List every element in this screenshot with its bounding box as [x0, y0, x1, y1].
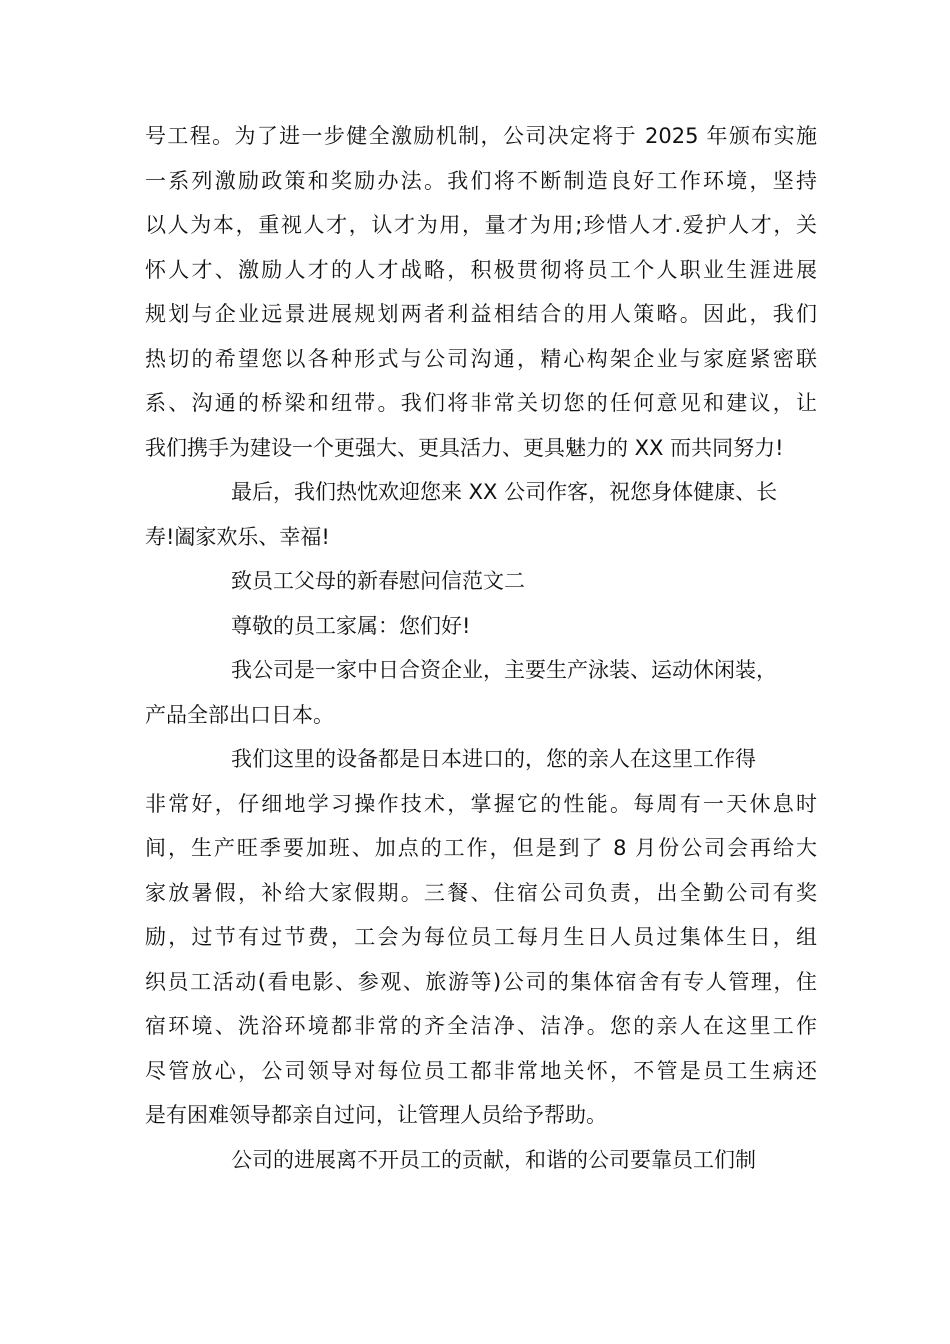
paragraph-line: 系、沟通的桥梁和纽带。我们将非常关切您的任何意见和建议，让	[145, 391, 817, 415]
paragraph-line: 是有困难领导都亲自过问，让管理人员给予帮助。	[145, 1103, 607, 1127]
paragraph-line: 织员工活动(看电影、参观、旅游等)公司的集体宿舍有专人管理，住	[145, 969, 817, 994]
paragraph-line: 热切的希望您以各种形式与公司沟通，精心构架企业与家庭紧密联	[145, 346, 817, 371]
document-body	[145, 114, 817, 1182]
paragraph-line: 间，生产旺季要加班、加点的工作，但是到了 8 月份公司会再给大	[145, 836, 817, 860]
paragraph-line: 以人为本，重视人才，认才为用，量才为用;珍惜人才.爱护人才，关	[145, 213, 817, 237]
salutation: 尊敬的员工家属：您们好!	[231, 613, 471, 638]
paragraph-line: 我们携手为建设一个更强大、更具活力、更具魅力的 XX 而共同努力!	[145, 435, 784, 460]
paragraph-line: 最后，我们热忱欢迎您来 XX 公司作客，祝您身体健康、长	[231, 480, 778, 504]
paragraph-line: 怀人才、激励人才的人才战略，积极贯彻将员工个人职业生涯进展	[145, 257, 817, 282]
paragraph-line: 一系列激励政策和奖励办法。我们将不断制造良好工作环境，坚持	[145, 168, 817, 193]
paragraph-line: 产品全部出口日本。	[145, 702, 334, 727]
paragraph-line: 宿环境、洗浴环境都非常的齐全洁净、洁净。您的亲人在这里工作	[145, 1014, 817, 1038]
paragraph-line: 我公司是一家中日合资企业，主要生产泳装、运动休闲装，	[231, 658, 777, 682]
paragraph-line: 尽管放心，公司领导对每位员工都非常地关怀，不管是员工生病还	[145, 1058, 817, 1083]
paragraph-line: 我们这里的设备都是日本进口的，您的亲人在这里工作得	[231, 747, 756, 771]
section-title: 致员工父母的新春慰问信范文二	[231, 569, 525, 593]
paragraph-line: 家放暑假，补给大家假期。三餐、住宿公司负责，出全勤公司有奖	[145, 880, 817, 905]
paragraph-line: 寿!阖家欢乐、幸福!	[145, 524, 330, 549]
paragraph-line: 励，过节有过节费，工会为每位员工每月生日人员过集体生日，组	[145, 925, 817, 949]
paragraph-line: 规划与企业远景进展规划两者利益相结合的用人策略。因此，我们	[145, 302, 817, 326]
paragraph-line: 公司的进展离不开员工的贡献，和谐的公司要靠员工们制	[231, 1147, 756, 1172]
paragraph-line: 非常好，仔细地学习操作技术，掌握它的性能。每周有一天休息时	[145, 791, 817, 816]
paragraph-line: 号工程。为了进一步健全激励机制，公司决定将于 2025 年颁布实施	[145, 124, 817, 148]
